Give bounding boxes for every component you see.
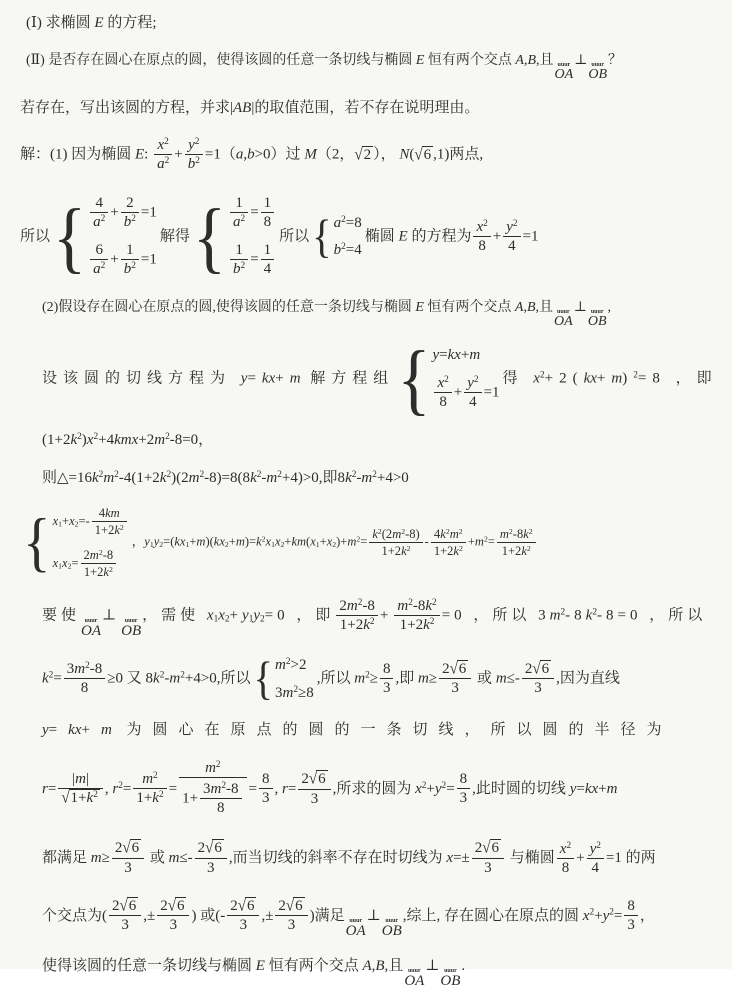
- fraction: $\frac{2√6}{3}$: [195, 839, 227, 878]
- square-root: $√1+k^2$: [61, 789, 100, 809]
- fraction: $\frac{2√6}{3}$: [112, 839, 144, 878]
- vector: uuur OB: [381, 918, 402, 940]
- equation-system: { y=kx+m $\frac{x^2}{8}$ + $\frac{y^2}{4}$ =1: [397, 335, 500, 424]
- fraction: $\frac{2m^2-8}{1+2k^2}$: [81, 548, 117, 580]
- fraction: $\frac{3m^2-8}{8}$: [64, 660, 106, 699]
- fraction: $\frac{3m^2-8}{8}$: [200, 780, 242, 819]
- fraction: $\frac{2√6}{3}$: [157, 897, 189, 936]
- vector: uuur OB: [440, 967, 461, 989]
- fraction: $\frac{2√6}{3}$: [298, 770, 330, 809]
- square-root: √6: [285, 897, 303, 915]
- fraction: $\frac{k^2(2m^2-8)}{1+2k^2}$: [369, 527, 422, 559]
- square-root: √6: [119, 897, 137, 915]
- solution-part2-perpendicular-condition: 要使 uuur OA ⊥ uuur OB ，需使 $x_1x_2+y_1y_2=0$ ，即 $\frac{2m^2-8}{1+2k^2}$ + $\frac{m^2-8k^2}{1+2k^2}$ =0 ，所以 $3m^2-8k^2-8=0$ ，所以: [42, 597, 707, 639]
- solution-part2-intersections: 个交点为( $\frac{2√6}{3}$ ,± $\frac{2√6}{3}$ ) 或(- $\frac{2√6}{3}$ ,± $\frac{2√6}{3}$ )满足 uuur OA ⊥ uuur OB ,综上, 存在圆心在原点的圆 $x^2+y^2=$ $\frac{8}{3}$ ，: [42, 897, 655, 940]
- fraction: $\frac{y^2}{4}$: [587, 840, 604, 879]
- vector-arrow-icon: uuur: [557, 309, 570, 316]
- radical-icon: √: [122, 839, 131, 858]
- fraction: $\frac{2√6}{3}$: [522, 660, 554, 699]
- radical-icon: √: [119, 897, 128, 915]
- vector: uuur OA: [404, 967, 425, 989]
- fraction: $\frac{4}{a^2}$: [90, 194, 108, 233]
- fraction: $\frac{2√6}{3}$: [109, 897, 141, 936]
- radical-icon: √: [237, 897, 246, 915]
- fraction: $\frac{8}{3}$: [457, 770, 471, 809]
- solution-part2-tangent-system: 设该圆的切线方程为 y=kx+m 解方程组 { y=kx+m $\frac{x^2}{8}$ + $\frac{y^2}{4}$ =1 得 $x^2+2(kx+m)^2=8$ ，即: [42, 335, 718, 424]
- vector: uuur OA: [554, 309, 573, 330]
- solution-part2-discriminant: 则$\triangle=16k^2m^2-4(1+2k^2)(2m^2-8)=8(8k^2-m^2+4)>0$,即$8k^2-m^2+4>0$: [42, 469, 409, 486]
- radical-icon: √: [205, 839, 214, 858]
- fraction: $\frac{x^2}{8}$: [434, 374, 451, 413]
- equation-system: { $\frac{4}{a^2}$ + $\frac{2}{b^2}$ =1 $\frac{6}{a^2}$ + $\frac{1}{b^2}$ =1: [53, 193, 157, 281]
- square-root: √6: [237, 897, 255, 915]
- vector: uuur OA: [81, 617, 102, 639]
- vector-arrow-icon: uuur: [407, 967, 421, 974]
- fraction: $\frac{6}{a^2}$: [90, 241, 108, 280]
- radical-icon: √: [285, 897, 295, 915]
- fraction: $\frac{1}{8}$: [261, 194, 275, 233]
- fraction: $\frac{2√6}{3}$: [439, 660, 471, 699]
- fraction: $\frac{x^2}{8}$: [557, 840, 574, 879]
- radical-icon: √: [482, 839, 491, 858]
- equation-system: { $m^2>2$ $3m^2\ge 8$: [253, 652, 314, 705]
- equation-system: { $x_1+x_2=-$ $\frac{4km}{1+2k^2}$ $x_1x_2=$ $\frac{2m^2-8}{1+2k^2}$: [23, 504, 129, 582]
- fraction: $\frac{x^2}{a^2}$: [154, 136, 172, 175]
- vector-arrow-icon: uuur: [385, 918, 399, 925]
- solution-part2-conclusion: 使得该圆的任意一条切线与椭圆 E 恒有两个交点 A,B,且 uuur OA ⊥ uuur OB .: [42, 957, 466, 989]
- fraction: $\frac{4km}{1+2k^2}$: [92, 506, 127, 538]
- fraction: $\frac{m^2-8k^2}{1+2k^2}$: [394, 597, 439, 636]
- radical-icon: √: [532, 660, 541, 678]
- square-root: √6: [122, 839, 140, 858]
- solution-part2-m-range: $k^2=$ $\frac{3m^2-8}{8}$ ≥0 又 $8k^2-m^2+4>0$,所以 { $m^2>2$ $3m^2\ge 8$ ,所以 $m^2\ge$ $\frac{8}{3}$ ,即 m≥ $\frac{2√6}{3}$ 或 m≤- $\frac{2√6}{3}$ ,因为直线: [42, 652, 620, 705]
- fraction: $\frac{8}{3}$: [259, 770, 273, 809]
- solution-part2-vertical-tangent: 都满足 m≥ $\frac{2√6}{3}$ 或 m≤- $\frac{2√6}{3}$ ,而当切线的斜率不存在时切线为 x=± $\frac{2√6}{3}$ 与椭圆 $\frac{x^2}{8}$ + $\frac{y^2}{4}$ =1 的两: [20, 837, 714, 880]
- fraction: $\frac{y^2}{b^2}$: [185, 136, 203, 175]
- square-root: √6: [167, 897, 185, 915]
- fraction: $m^2$ 1+ $\frac{3m^2-8}{8}$: [179, 759, 246, 821]
- square-root: √6: [414, 144, 433, 167]
- vector: uuur OA: [554, 61, 574, 82]
- fraction: $\frac{m^2}{1+k^2}$: [133, 770, 166, 809]
- solution-part1-systems: 所以 { $\frac{4}{a^2}$ + $\frac{2}{b^2}$ =1 $\frac{6}{a^2}$ + $\frac{1}{b^2}$ =1 解得 { $\frac{1}{a^2}$ = $\frac{1}{8}$ $\frac{1}{b^2}$ = $\frac{1}{4}$ 所以 { $a^2=8$ $b^2=4$ 椭圆 E 的方程为 $\frac{x^2}{8}$ + $\frac{y^2}{4}$ =1: [20, 193, 539, 281]
- fraction: $\frac{8}{3}$: [624, 897, 638, 936]
- math-document: [20, 12, 718, 989]
- vector-arrow-icon: uuur: [124, 617, 138, 624]
- radical-icon: √: [61, 789, 70, 807]
- square-root: √2: [354, 144, 373, 167]
- fraction: $\frac{2}{b^2}$: [121, 194, 139, 233]
- fraction: $\frac{1}{b^2}$: [230, 241, 248, 280]
- vector-arrow-icon: uuur: [591, 61, 605, 68]
- solution-part1-given: 解：(1) 因为椭圆 E: $\frac{x^2}{a^2}$ + $\frac{y^2}{b^2}$ =1（a,b>0）过 M（2，√2 ）， N(√6 ,1)两点,: [20, 134, 714, 177]
- problem-part1: (Ⅰ) 求椭圆 E 的方程;: [26, 15, 157, 31]
- solution-part2-vieta: { $x_1+x_2=-$ $\frac{4km}{1+2k^2}$ $x_1x_2=$ $\frac{2m^2-8}{1+2k^2}$ ，$y_1y_2=(kx_1+m)(kx_2+m)=k^2x_1x_2+km(x_1+x_2)+m^2=$ $\frac{k^2(2m^2-8)}{1+2k^2}$ - $\frac{4k^2m^2}{1+2k^2}$ $+m^2=$ $\frac{m^2-8k^2}{1+2k^2}$: [20, 504, 714, 582]
- solution-part2-quadratic: $(1+2k^2)x^2+4kmx+2m^2-8=0$，: [42, 432, 214, 449]
- fraction: $\frac{|m|}{√1+k^2}$: [58, 770, 103, 809]
- fraction: $\frac{2√6}{3}$: [227, 897, 259, 936]
- square-root: √6: [482, 839, 500, 858]
- fraction: $\frac{y^2}{4}$: [503, 218, 520, 257]
- square-root: √6: [308, 770, 326, 788]
- solution-part2-radius: r= $\frac{|m|}{√1+k^2}$ , $r^2=$ $\frac{m^2}{1+k^2}$ = $m^2$ 1+ $\frac{3m^2-8}{8}$ = $\frac{8}{3}$ , r= $\frac{2√6}{3}$ ,所求的圆为 $x^2+y^2=$ $\frac{8}{3}$ ,此时圆的切线 y=kx+m: [20, 757, 714, 823]
- fraction: $\frac{4k^2m^2}{1+2k^2}$: [431, 527, 466, 559]
- solution-part2-assumption: (2)假设存在圆心在原点的圆,使得该圆的任意一条切线与椭圆 E 恒有两个交点 A,B,且 uuur OA ⊥ uuur OB ,: [42, 299, 612, 330]
- fraction: $\frac{8}{3}$: [380, 660, 394, 699]
- fraction: $\frac{2√6}{3}$: [275, 897, 307, 936]
- radical-icon: √: [449, 660, 458, 678]
- radical-icon: √: [414, 146, 423, 164]
- radical-icon: √: [167, 897, 176, 915]
- vector-arrow-icon: uuur: [590, 309, 604, 316]
- fraction: $\frac{2√6}{3}$: [472, 839, 504, 878]
- vector: uuur OB: [121, 617, 142, 639]
- vector-arrow-icon: uuur: [349, 918, 362, 925]
- vector-arrow-icon: uuur: [444, 967, 457, 974]
- vector: uuur OB: [588, 61, 608, 82]
- square-root: √6: [205, 839, 222, 858]
- fraction: $\frac{1}{b^2}$: [121, 241, 139, 280]
- fraction: $\frac{x^2}{8}$: [473, 218, 490, 257]
- vector: uuur OB: [587, 309, 607, 330]
- equation-system: { $\frac{1}{a^2}$ = $\frac{1}{8}$ $\frac{1}{b^2}$ = $\frac{1}{4}$: [193, 192, 276, 282]
- fraction: $\frac{1}{a^2}$: [230, 194, 248, 233]
- fraction: $\frac{y^2}{4}$: [464, 374, 481, 413]
- radical-icon: √: [308, 770, 318, 788]
- fraction: $\frac{2m^2-8}{1+2k^2}$: [336, 597, 378, 636]
- vector: uuur OA: [345, 918, 366, 940]
- equation-system: { $a^2=8$ $b^2=4$: [312, 210, 362, 263]
- fraction: $\frac{m^2-8k^2}{1+2k^2}$: [497, 527, 536, 559]
- vector-arrow-icon: uuur: [557, 61, 571, 68]
- fraction: $\frac{1}{4}$: [261, 241, 275, 280]
- vector-arrow-icon: uuur: [84, 617, 98, 624]
- radical-icon: √: [354, 146, 363, 164]
- square-root: √6: [449, 660, 467, 678]
- square-root: √6: [532, 660, 550, 678]
- solution-part2-radius-intro: y=kx+m 为圆心在原点的圆的一条切线，所以圆的半径为: [42, 722, 673, 739]
- problem-part2-continued: 若存在，写出该圆的方程，并求|AB|的取值范围，若不存在说明理由。: [20, 99, 480, 116]
- problem-part2: (Ⅱ) 是否存在圆心在原点的圆，使得该圆的任意一条切线与椭圆 E 恒有两个交点 A,B,且 uuur OA ⊥ uuur OB ？: [26, 52, 623, 82]
